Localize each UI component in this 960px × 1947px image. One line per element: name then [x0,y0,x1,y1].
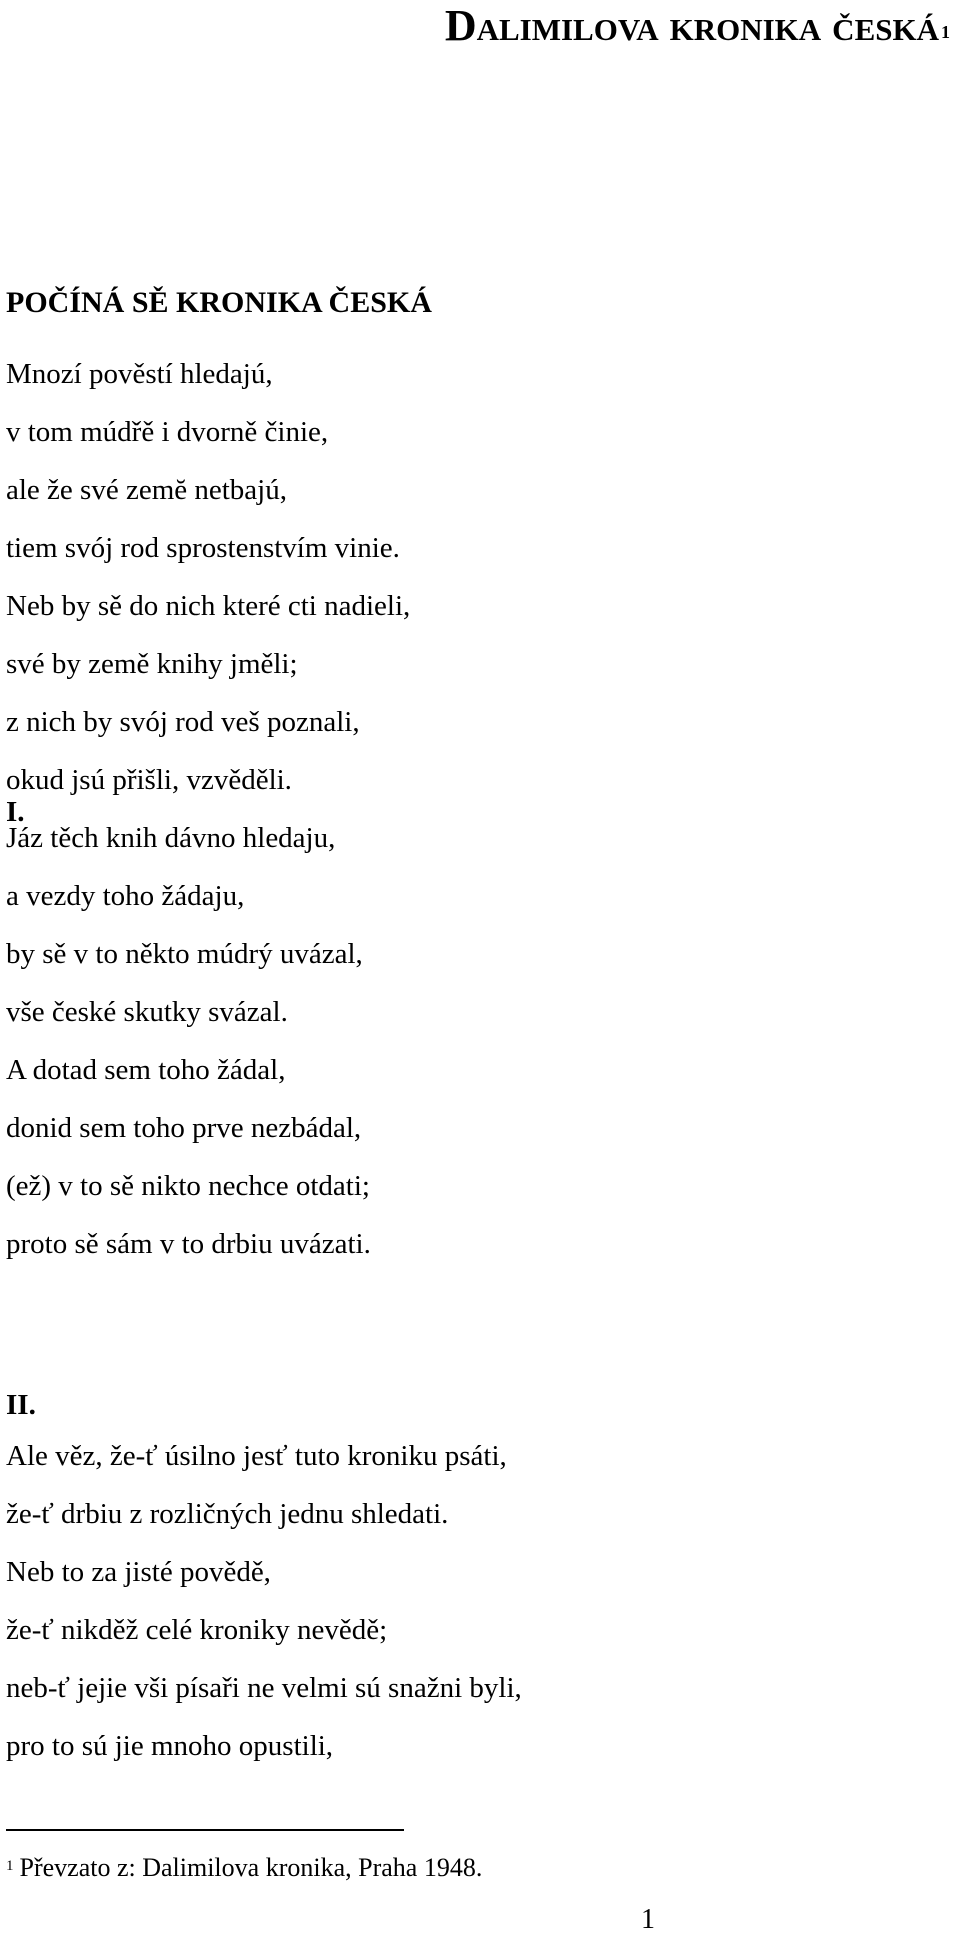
verse-line: Jáz těch knih dávno hledaju, [6,822,336,854]
footnote-text: Převzato z: Dalimilova kronika, Praha 1948. [19,1853,483,1882]
verse-line: své by země knihy jměli; [6,648,298,680]
verse-line: by sě v to někto múdrý uvázal, [6,938,363,970]
verse-line: (ež) v to sě nikto nechce otdati; [6,1170,370,1202]
verse-line: donid sem toho prve nezbádal, [6,1112,362,1144]
verse-line: okud jsú přišli, vzvěděli. [6,764,292,796]
footnote [6,1852,482,1884]
verse-line: Ale věz, že-ť úsilno jesť tuto kroniku psáti, [6,1440,507,1472]
stanza-number-1: I. [6,796,25,828]
footnote-number: 1 [6,1858,14,1874]
verse-line: v tom múdřě i dvorně činie, [6,416,329,448]
verse-line: proto sě sám v to drbiu uvázati. [6,1228,371,1260]
page-number: 1 [641,1904,655,1935]
verse-line: že-ť drbiu z rozličných jednu shledati. [6,1498,449,1530]
stanza-number-2: II. [6,1389,36,1421]
verse-line: a vezdy toho žádaju, [6,880,245,912]
verse-line: A dotad sem toho žádal, [6,1054,286,1086]
verse-line: Neb by sě do nich které cti nadieli, [6,590,411,622]
stanza-2-lines [6,1427,522,1775]
verse-line: z nich by svój rod veš poznali, [6,706,360,738]
stanza-1-lines [6,345,410,1273]
verse-line: pro to sú jie mnoho opustili, [6,1730,334,1762]
verse-line: tiem svój rod sprostenstvím vinie. [6,532,400,564]
footnote-divider [6,1829,404,1831]
verse-line: neb-ť jejie vši písaři ne velmi sú snažni byli, [6,1672,522,1704]
footnote-reference[interactable]: 1 [941,22,950,42]
section-heading: POČÍNÁ SĚ KRONIKA ČESKÁ [6,286,432,319]
page-title [445,0,950,52]
page-title-text: Dalimilova kronika česká [444,1,939,50]
verse-line: ale že své zemĕ netbajú, [6,474,287,506]
verse-line: Mnozí pověstí hledajú, [6,358,273,390]
verse-line: že-ť nikděž celé kroniky nevědě; [6,1614,388,1646]
verse-line: Neb to za jisté povědě, [6,1556,271,1588]
verse-line: vše české skutky svázal. [6,996,288,1028]
